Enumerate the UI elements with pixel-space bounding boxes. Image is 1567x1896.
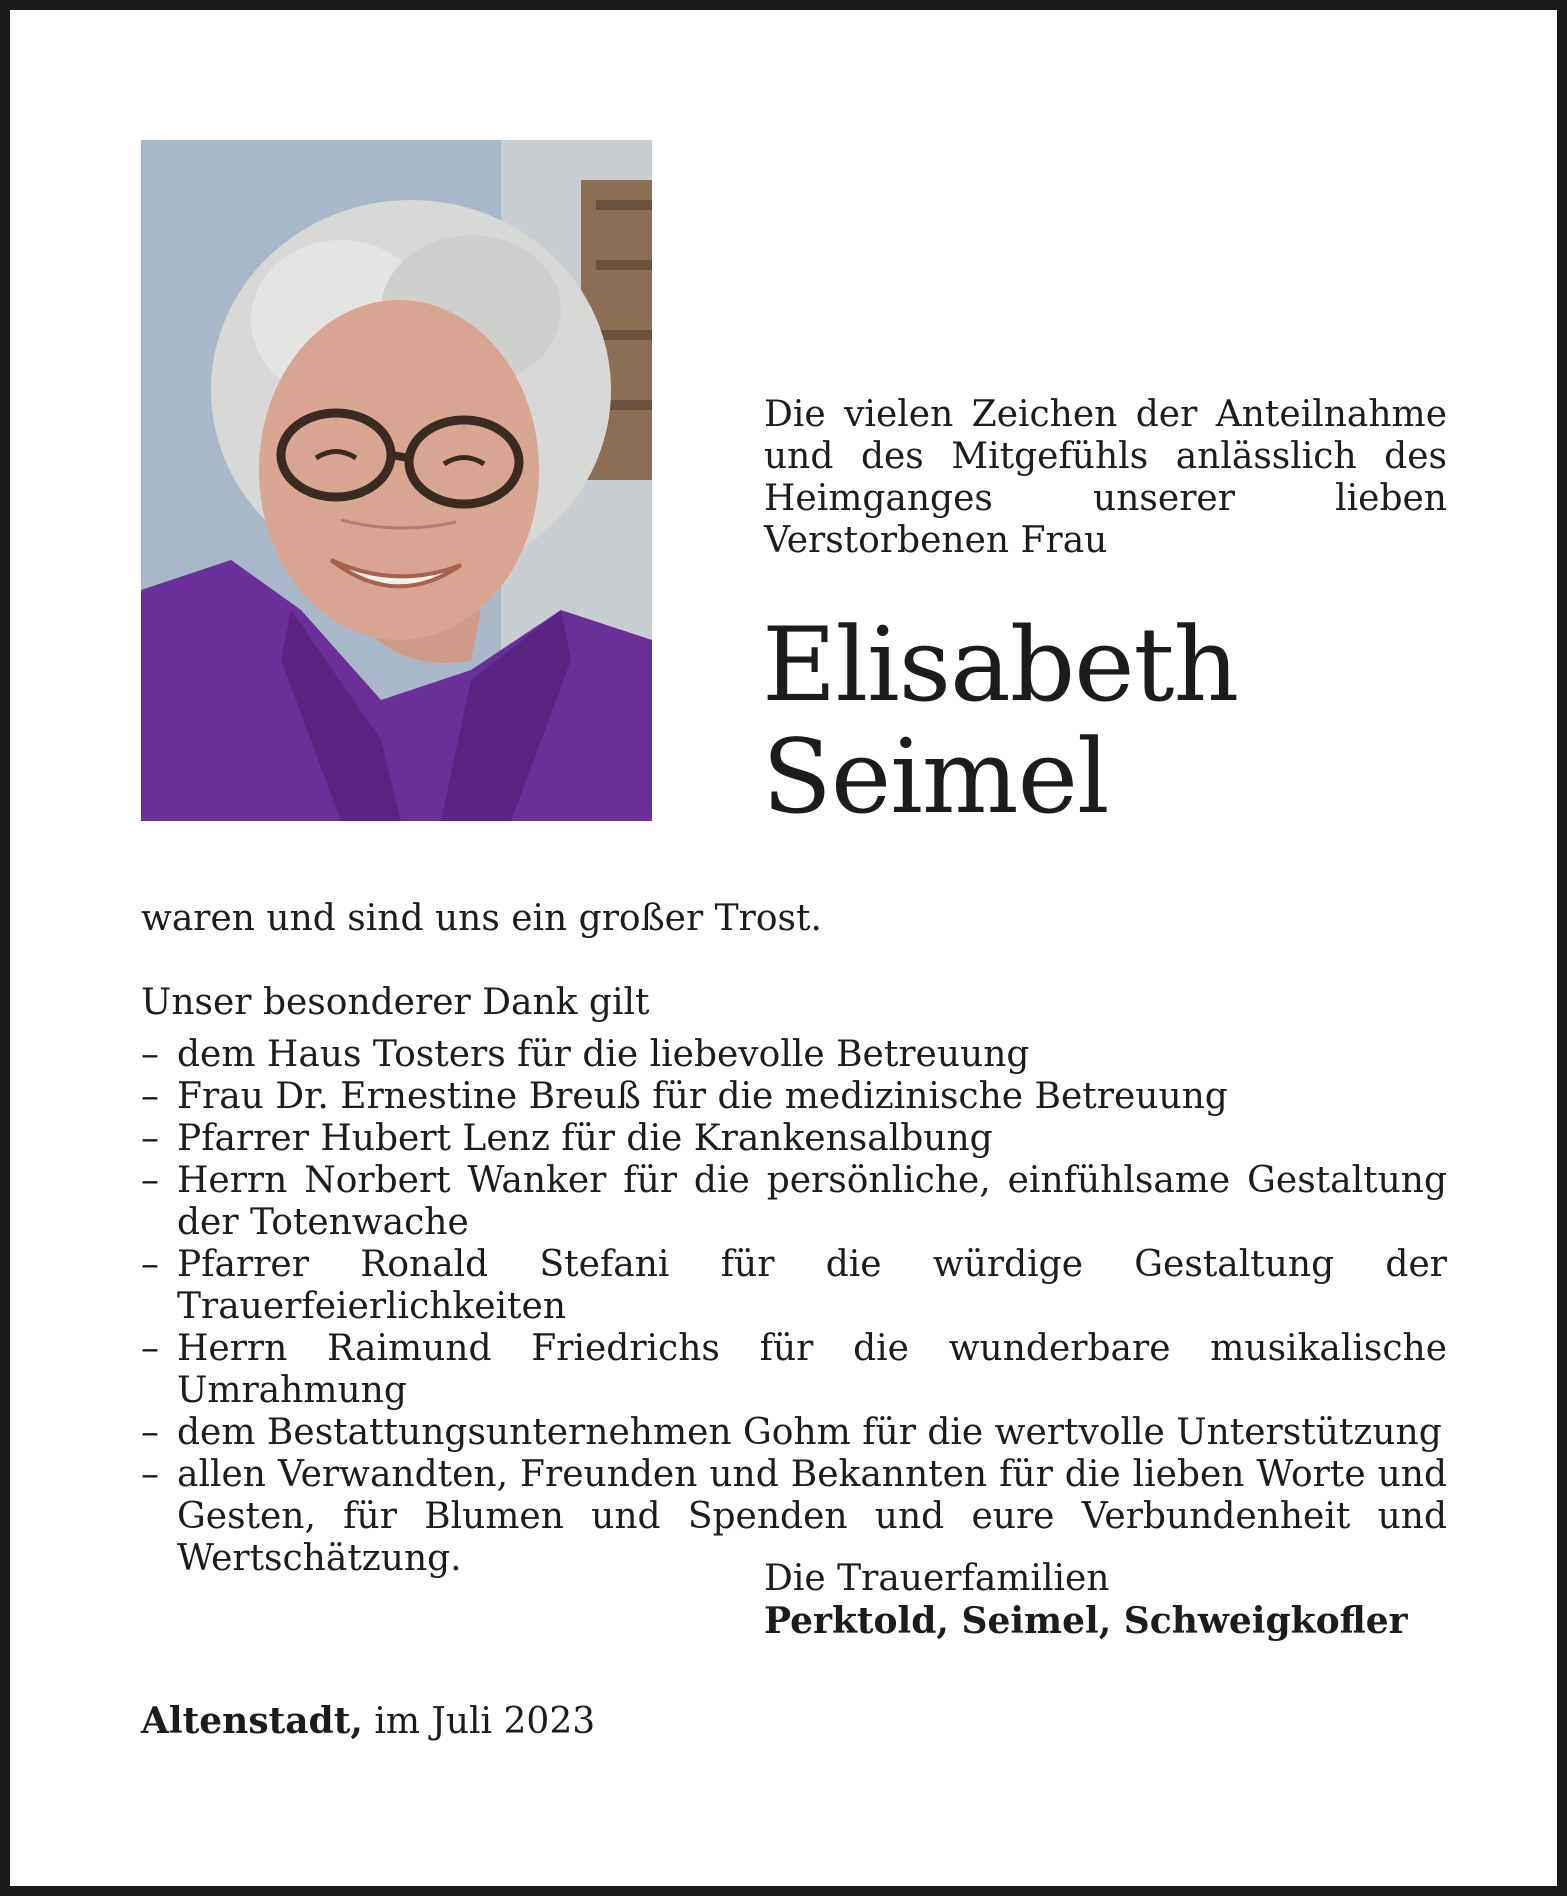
signature-line: Die Trauerfamilien [764,1558,1110,1599]
list-item-text: dem Bestattungsunternehmen Gohm für die wertvolle Unterstützung [177,1412,1442,1453]
signature-block [764,1558,1408,1642]
list-item [141,1076,1447,1118]
list-item-text: Pfarrer Hubert Lenz für die Krankensalbung [177,1118,993,1159]
list-item-text: Herrn Raimund Friedrichs für die wunderbare musikalische Umrahmung [177,1328,1447,1411]
deceased-last-name: Seimel [762,718,1109,837]
list-item [141,1160,1447,1244]
signature-families: Perktold, Seimel, Schweigkofler [764,1600,1408,1642]
list-item-text: allen Verwandten, Freunden und Bekannten für die lieben Worte und Gesten, für Blumen und Spenden und eure Verbundenheit und Wertschätzung. [177,1454,1447,1579]
intro-text: Die vielen Zeichen der Anteilnahme und des Mitgefühls anlässlich des Heimganges unserer lieben Verstorbenen Frau [764,394,1447,561]
list-item-text: Frau Dr. Ernestine Breuß für die medizinische Betreuung [177,1076,1228,1117]
thanks-list [141,1034,1447,1580]
list-item-text: Herrn Norbert Wanker für die persönliche, einfühlsame Gestaltung der Totenwache [177,1160,1447,1243]
dash-marker: – [141,1160,159,1201]
list-item [141,1412,1447,1454]
portrait-illustration [141,140,652,821]
deceased-name [762,606,1239,837]
place-date-text: im Juli 2023 [374,1701,596,1742]
dash-marker: – [141,1118,159,1159]
dash-marker: – [141,1454,159,1495]
list-item [141,1244,1447,1328]
list-item-text: dem Haus Tosters für die liebevolle Betreuung [177,1034,1030,1075]
list-item [141,1034,1447,1076]
dash-marker: – [141,1412,159,1453]
place-date [141,1700,595,1743]
place-town: Altenstadt, [141,1700,363,1742]
dash-marker: – [141,1076,159,1117]
dash-marker: – [141,1328,159,1369]
thanks-intro: Unser besonderer Dank gilt [141,982,650,1023]
deceased-first-name: Elisabeth [762,606,1239,725]
dash-marker: – [141,1244,159,1285]
list-item-text: Pfarrer Ronald Stefani für die würdige Gestaltung der Trauerfeierlichkeiten [177,1244,1447,1327]
consolation-text: waren und sind uns ein großer Trost. [141,898,822,939]
portrait-photo [141,140,652,821]
dash-marker: – [141,1034,159,1075]
list-item [141,1118,1447,1160]
list-item [141,1328,1447,1412]
